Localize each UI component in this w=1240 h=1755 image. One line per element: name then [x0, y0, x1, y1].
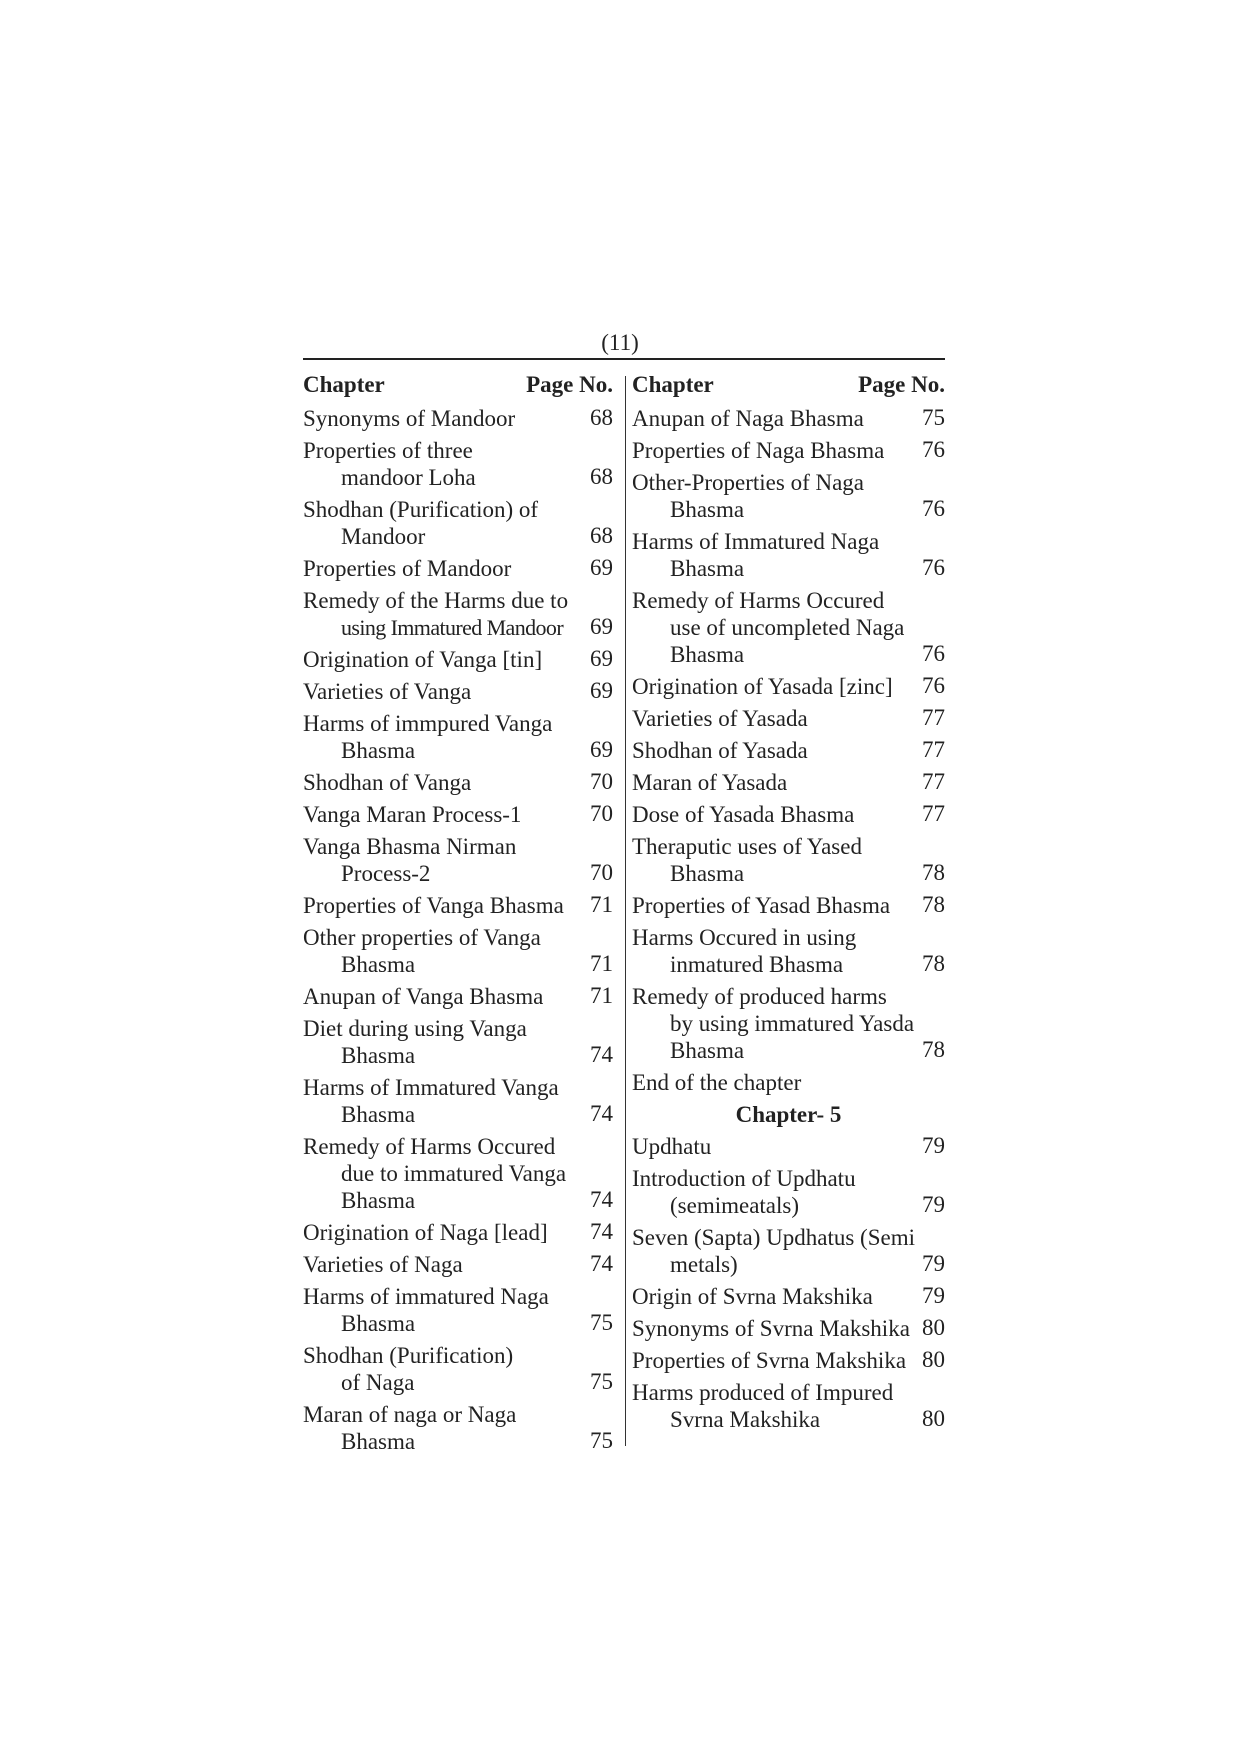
toc-entry — [632, 831, 945, 890]
toc-entry-page: 79 — [922, 1283, 945, 1308]
toc-entry — [632, 1313, 945, 1345]
toc-entry — [632, 526, 945, 585]
toc-entry-title-line: Harms Occured in using — [632, 925, 857, 950]
toc-entry-page: 80 — [922, 1315, 945, 1340]
toc-entry-page: 76 — [922, 641, 945, 666]
toc-entry-page: 69 — [590, 737, 613, 762]
column-divider — [625, 376, 626, 1446]
toc-entry-title-line: Shodhan (Purification) — [303, 1343, 514, 1368]
page-number: (11) — [601, 330, 639, 355]
toc-entry-page: 69 — [590, 614, 613, 639]
toc-entry — [632, 585, 945, 671]
toc-entry-page: 80 — [922, 1406, 945, 1431]
toc-entry-title-line: mandoor Loha — [341, 465, 476, 490]
toc-entry-page: 69 — [590, 646, 613, 671]
toc-entry-title-line: Synonyms of Svrna Makshika — [632, 1316, 910, 1341]
toc-entry — [303, 435, 613, 494]
toc-entry — [303, 767, 613, 799]
toc-entry-page: 68 — [590, 464, 613, 489]
toc-entry — [303, 1013, 613, 1072]
toc-entry-page: 76 — [922, 673, 945, 698]
toc-entry-page: 79 — [922, 1133, 945, 1158]
toc-entry-title-line: Origination of Vanga [tin] — [303, 647, 543, 672]
chapter-heading: Chapter — [303, 372, 385, 397]
toc-right-column — [632, 370, 945, 1436]
toc-entry-title-line: Bhasma — [341, 1043, 416, 1068]
toc-entry-title-line: Origination of Yasada [zinc] — [632, 674, 893, 699]
toc-entry-title-line: Bhasma — [670, 861, 745, 886]
toc-entry — [632, 671, 945, 703]
toc-entry-title-line: Anupan of Naga Bhasma — [632, 406, 864, 431]
toc-entry-title-line: Diet during using Vanga — [303, 1016, 527, 1041]
toc-entry-title-line: Varieties of Vanga — [303, 679, 472, 704]
toc-entry-page: 74 — [590, 1101, 613, 1126]
toc-entry — [632, 1281, 945, 1313]
toc-entry-page: 71 — [590, 951, 613, 976]
toc-entry — [632, 890, 945, 922]
toc-entry — [303, 981, 613, 1013]
toc-entry — [632, 403, 945, 435]
section-heading: Chapter- 5 — [735, 1102, 842, 1127]
header-rule — [303, 358, 945, 360]
toc-entry — [632, 1163, 945, 1222]
toc-entry-title-line: Bhasma — [341, 952, 416, 977]
toc-list-left — [303, 403, 613, 1458]
toc-entry-page: 76 — [922, 496, 945, 521]
toc-entry-title-line: Introduction of Updhatu — [632, 1166, 856, 1191]
toc-entry-title-line: using Immatured Mandoor — [341, 615, 564, 640]
toc-left-column — [303, 370, 613, 1458]
toc-entry-title-line: metals) — [670, 1252, 738, 1277]
toc-entry — [303, 1399, 613, 1458]
toc-entry-title-line: Shodhan of Vanga — [303, 770, 472, 795]
toc-entry-title-line: Varieties of Naga — [303, 1252, 463, 1277]
toc-entry-page: 75 — [590, 1310, 613, 1335]
toc-entry-page: 70 — [590, 860, 613, 885]
toc-entry-title-line: Bhasma — [670, 1038, 745, 1063]
toc-entry — [303, 494, 613, 553]
toc-entry-title-line: Bhasma — [341, 738, 416, 763]
toc-entry — [303, 799, 613, 831]
toc-list-right — [632, 403, 945, 1436]
toc-entry-title-line: Bhasma — [341, 1311, 416, 1336]
toc-entry-title-line: Vanga Maran Process-1 — [303, 802, 522, 827]
toc-entry — [303, 1131, 613, 1217]
toc-entry-page: 80 — [922, 1347, 945, 1372]
toc-entry-title-line: of Naga — [341, 1370, 415, 1395]
toc-entry — [632, 467, 945, 526]
toc-entry-page: 74 — [590, 1219, 613, 1244]
chapter-heading: Chapter — [632, 372, 714, 397]
toc-entry — [632, 735, 945, 767]
toc-entry-title-line: Properties of Svrna Makshika — [632, 1348, 907, 1373]
toc-entry-page: 68 — [590, 523, 613, 548]
toc-entry-page: 70 — [590, 801, 613, 826]
toc-entry-title-line: use of uncompleted Naga — [670, 615, 905, 640]
toc-entry — [303, 644, 613, 676]
toc-entry — [303, 553, 613, 585]
toc-entry-title-line: Theraputic uses of Yased — [632, 834, 862, 859]
toc-entry-page: 78 — [922, 860, 945, 885]
toc-entry — [303, 1072, 613, 1131]
toc-entry-title-line: Remedy of Harms Occured — [632, 588, 885, 613]
toc-entry-title-line: Properties of three — [303, 438, 473, 463]
toc-entry-title-line: Svrna Makshika — [670, 1407, 821, 1432]
toc-entry-page: 74 — [590, 1042, 613, 1067]
toc-entry — [632, 981, 945, 1067]
toc-entry-title-line: (semimeatals) — [670, 1193, 800, 1218]
toc-entry — [303, 585, 613, 644]
toc-entry-page: 79 — [922, 1192, 945, 1217]
toc-entry-page: 78 — [922, 892, 945, 917]
toc-entry-title-line: Varieties of Yasada — [632, 706, 808, 731]
toc-entry-page: 74 — [590, 1251, 613, 1276]
toc-entry-title-line: Shodhan (Purification) of — [303, 497, 539, 522]
toc-entry-title-line: Properties of Vanga Bhasma — [303, 893, 564, 918]
toc-entry — [632, 703, 945, 735]
toc-entry-title-line: End of the chapter — [632, 1070, 802, 1095]
toc-entry — [303, 890, 613, 922]
toc-entry-title-line: Remedy of the Harms due to — [303, 588, 569, 613]
toc-entry-page: 77 — [922, 769, 945, 794]
toc-entry-title-line: Harms of immpured Vanga — [303, 711, 553, 736]
toc-entry-title-line: by using immatured Yasda — [670, 1011, 915, 1036]
toc-entry-title-line: Dose of Yasada Bhasma — [632, 802, 855, 827]
toc-entry — [303, 708, 613, 767]
toc-entry-page: 71 — [590, 983, 613, 1008]
toc-entry — [632, 1131, 945, 1163]
toc-entry-page: 75 — [590, 1369, 613, 1394]
toc-entry-page: 79 — [922, 1251, 945, 1276]
toc-entry-page: 70 — [590, 769, 613, 794]
toc-entry — [632, 1067, 945, 1099]
toc-entry-title-line: Maran of naga or Naga — [303, 1402, 517, 1427]
toc-entry — [632, 922, 945, 981]
page-no-heading: Page No. — [858, 372, 945, 397]
toc-entry-title-line: Harms of immatured Naga — [303, 1284, 549, 1309]
toc-entry-page: 75 — [922, 405, 945, 430]
toc-entry-title-line: Origination of Naga [lead] — [303, 1220, 548, 1245]
toc-entry-page: 76 — [922, 437, 945, 462]
toc-entry-page: 68 — [590, 405, 613, 430]
toc-entry-title-line: Bhasma — [341, 1188, 416, 1213]
toc-entry — [303, 1281, 613, 1340]
toc-entry-title-line: Properties of Yasad Bhasma — [632, 893, 891, 918]
toc-entry — [632, 799, 945, 831]
toc-entry-title-line: Harms of Immatured Naga — [632, 529, 880, 554]
toc-entry — [303, 1340, 613, 1399]
toc-entry-page: 69 — [590, 555, 613, 580]
toc-entry — [303, 403, 613, 435]
toc-entry — [303, 1249, 613, 1281]
column-header — [632, 370, 945, 400]
toc-entry-title-line: Harms produced of Impured — [632, 1380, 894, 1405]
toc-entry — [632, 767, 945, 799]
page-no-heading: Page No. — [526, 372, 613, 397]
toc-entry-title-line: Properties of Mandoor — [303, 556, 512, 581]
toc-entry-title-line: Vanga Bhasma Nirman — [303, 834, 517, 859]
toc-entry-title-line: Mandoor — [341, 524, 426, 549]
toc-entry-title-line: Properties of Naga Bhasma — [632, 438, 885, 463]
toc-entry-page: 77 — [922, 801, 945, 826]
toc-entry-title-line: due to immatured Vanga — [341, 1161, 567, 1186]
toc-entry-title-line: Harms of Immatured Vanga — [303, 1075, 559, 1100]
toc-entry — [303, 1217, 613, 1249]
toc-entry-title-line: Bhasma — [670, 497, 745, 522]
toc-entry-page: 71 — [590, 892, 613, 917]
toc-entry-title-line: inmatured Bhasma — [670, 952, 844, 977]
toc-entry — [303, 922, 613, 981]
column-header — [303, 370, 613, 400]
toc-entry — [632, 435, 945, 467]
toc-entry-title-line: Anupan of Vanga Bhasma — [303, 984, 544, 1009]
toc-entry-title-line: Synonyms of Mandoor — [303, 406, 516, 431]
toc-entry-page: 69 — [590, 678, 613, 703]
toc-entry-title-line: Updhatu — [632, 1134, 712, 1159]
toc-entry-page: 74 — [590, 1187, 613, 1212]
toc-entry — [632, 1222, 945, 1281]
toc-entry-title-line: Remedy of produced harms — [632, 984, 887, 1009]
toc-entry-title-line: Maran of Yasada — [632, 770, 788, 795]
toc-entry-title-line: Bhasma — [670, 556, 745, 581]
toc-entry-title-line: Other properties of Vanga — [303, 925, 541, 950]
toc-entry-page: 78 — [922, 951, 945, 976]
toc-entry-page: 76 — [922, 555, 945, 580]
toc-entry-title-line: Bhasma — [670, 642, 745, 667]
toc-entry — [632, 1377, 945, 1436]
toc-entry-title-line: Remedy of Harms Occured — [303, 1134, 556, 1159]
toc-entry-page: 78 — [922, 1037, 945, 1062]
toc-entry-title-line: Other-Properties of Naga — [632, 470, 865, 495]
toc-entry-title-line: Process-2 — [341, 861, 431, 886]
toc-entry — [303, 676, 613, 708]
toc-entry — [632, 1345, 945, 1377]
toc-entry-title-line: Bhasma — [341, 1102, 416, 1127]
toc-entry-page: 77 — [922, 737, 945, 762]
toc-entry-title-line: Bhasma — [341, 1429, 416, 1454]
toc-entry-title-line: Origin of Svrna Makshika — [632, 1284, 873, 1309]
toc-entry-page: 77 — [922, 705, 945, 730]
toc-entry-title-line: Seven (Sapta) Updhatus (Semi — [632, 1225, 915, 1250]
toc-entry — [303, 831, 613, 890]
toc-entry-page: 75 — [590, 1428, 613, 1453]
toc-entry-title-line: Shodhan of Yasada — [632, 738, 808, 763]
